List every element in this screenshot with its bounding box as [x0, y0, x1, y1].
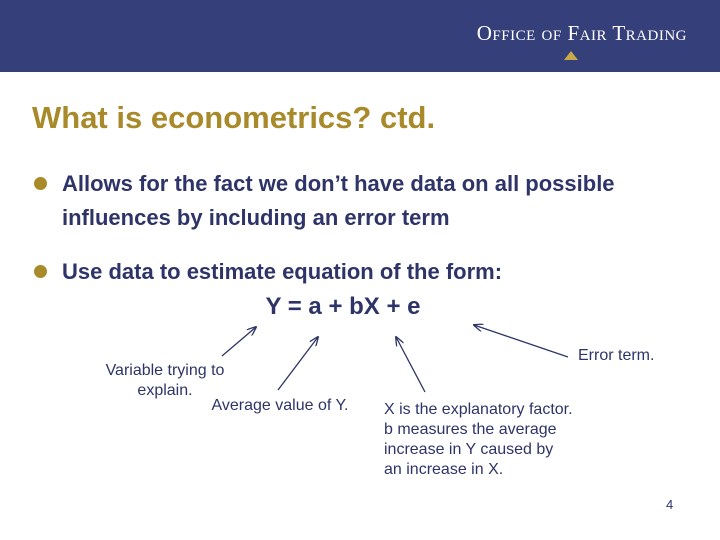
arrow-to-y [222, 327, 256, 356]
annotation-average: Average value of Y. [211, 397, 349, 414]
arrow-to-bx [396, 337, 425, 392]
annotation-error: Error term. [578, 347, 655, 364]
slide-title: What is econometrics? ctd. [32, 100, 436, 135]
arrow-to-e [474, 325, 568, 357]
brand-logo-text: Office of Fair Trading [476, 21, 687, 45]
annotation-explanatory: X is the explanatory factor. b measures the average increase in Y caused by an increase in X. [384, 401, 573, 478]
annotation-variable: Variable trying to explain. [105, 362, 225, 399]
equation: Y = a + bX + e [265, 293, 421, 320]
bullet-text: Use data to estimate equation of the form: [62, 259, 503, 284]
bullet-text: Allows for the fact we don’t have data on all possible influences by including an error term [62, 171, 615, 230]
arrow-to-a [278, 337, 318, 390]
page-number: 4 [666, 497, 674, 512]
